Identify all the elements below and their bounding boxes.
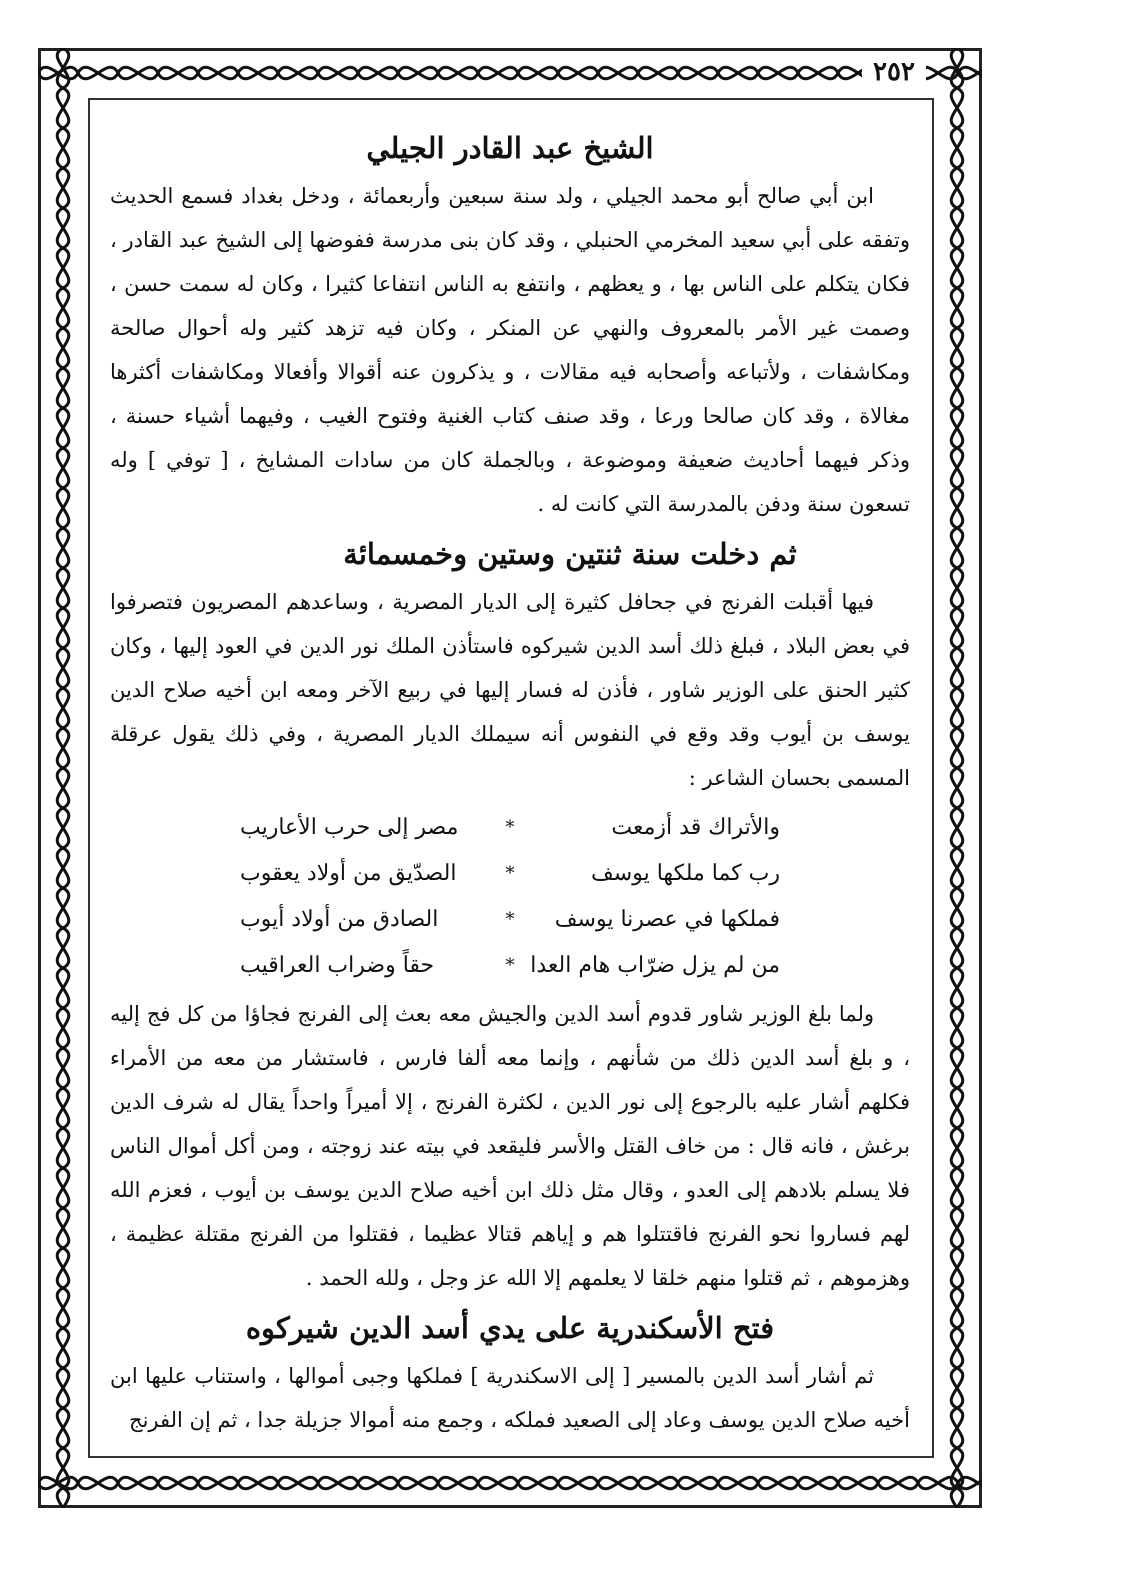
verse-separator: *: [505, 816, 515, 838]
ornamental-border-bottom: [38, 1458, 982, 1508]
verse-second-hemistich: الصدّيق من أولاد يعقوب: [240, 860, 457, 886]
section-title-jili: الشيخ عبد القادر الجيلي: [366, 131, 654, 165]
ornamental-border-left: [38, 48, 88, 1508]
verse-first-hemistich: والأتراك قد أزمعت: [611, 814, 780, 840]
section-title-alexandria: فتح الأسكندرية على يدي أسد الدين شيركوه: [245, 1311, 775, 1345]
poem-verse: [110, 804, 910, 850]
paragraph-battle: ولما بلغ الوزير شاور قدوم أسد الدين والجيش معه بعث إلى الفرنج فجاؤا من كل فج إليه ، و بلغ أسد الدين ذلك من شأنهم ، وإنما معه ألفا فارس ، فاستشار من معه من الأمراء فكلهم أشار عليه بالرجوع إلى نور الدين ، لكثرة الفرنج ، إلا أميراً واحداً يقال له شرف الدين برغش ، فانه قال : من خاف القتل والأسر فليقعد في بيته عند زوجته ، ومن أكل أموال الناس فلا يسلم بلادهم إلى العدو ، وقال مثل ذلك ابن أخيه صلاح الدين يوسف بن أيوب ، فعزم الله لهم فساروا نحو الفرنج فاقتتلوا هم و إياهم قتالا عظيما ، فقتلوا من الفرنج مقتلة عظيمة ، وهزموهم ، ثم قتلوا منهم خلقا لا يعلمهم إلا الله عز وجل ، ولله الحمد .: [110, 1002, 910, 1290]
page-number: ٢٥٢: [862, 54, 926, 90]
section-title-year: ثم دخلت سنة ثنتين وستين وخمسمائة: [343, 537, 797, 571]
verse-separator: *: [505, 908, 515, 930]
paragraph-alexandria: ثم أشار أسد الدين بالمسير [ إلى الاسكندرية ] فملكها وجبى أموالها ، واستناب عليها ابن أخيه صلاح الدين يوسف وعاد إلى الصعيد فملكه ، وجمع منه أموالا جزيلة جدا ، ثم إن الفرنج: [110, 1364, 910, 1432]
paragraph-biography: ابن أبي صالح أبو محمد الجيلي ، ولد سنة سبعين وأربعمائة ، ودخل بغداد فسمع الحديث وتفقه على أبي سعيد المخرمي الحنبلي ، وقد كان بنى مدرسة ففوضها إلى الشيخ عبد القادر ، فكان يتكلم على الناس بها ، و يعظهم ، وانتفع به الناس انتفاعا كثيرا ، وكان له سمت حسن ، وصمت غير الأمر بالمعروف والنهي عن المنكر ، وكان فيه تزهد كثير وله أحوال صالحة ومكاشفات ، ولأتباعه وأصحابه فيه مقالات ، و يذكرون عنه أقوالا وأفعالا ومكاشفات أكثرها مغالاة ، وقد كان صالحا ورعا ، وقد صنف كتاب الغنية وفتوح الغيب ، وفيهما أشياء حسنة ، وذكر فيهما أحاديث ضعيفة وموضوعة ، وبالجملة كان من سادات المشايخ ، [ توفي ] وله تسعون سنة ودفن بالمدرسة التي كانت له .: [110, 184, 910, 516]
poem-verse: [110, 942, 910, 988]
page-body: [110, 120, 910, 1440]
poem-verse: [110, 896, 910, 942]
ornamental-border-right: [932, 48, 982, 1508]
verse-second-hemistich: حقاً وضراب العراقيب: [240, 952, 435, 978]
verse-first-hemistich: من لم يزل ضرّاب هام العدا: [530, 952, 780, 978]
poem-verse: [110, 850, 910, 896]
verse-first-hemistich: فملكها في عصرنا يوسف: [554, 906, 780, 932]
verse-second-hemistich: مصر إلى حرب الأعاريب: [240, 814, 459, 840]
verse-separator: *: [505, 862, 515, 884]
verse-first-hemistich: رب كما ملكها يوسف: [591, 860, 780, 886]
paragraph-franks-egypt: فيها أقبلت الفرنج في جحافل كثيرة إلى الديار المصرية ، وساعدهم المصريون فتصرفوا في بعض البلاد ، فبلغ ذلك أسد الدين شيركوه فاستأذن الملك نور الدين في العود إليها ، وكان كثير الحنق على الوزير شاور ، فأذن له فسار إليها في ربيع الآخر ومعه ابن أخيه صلاح الدين يوسف بن أيوب وقد وقع في النفوس أنه سيملك الديار المصرية ، وفي ذلك يقول عرقلة المسمى بحسان الشاعر :: [110, 590, 910, 790]
verse-second-hemistich: الصادق من أولاد أيوب: [240, 906, 439, 932]
poem: [110, 804, 910, 988]
verse-separator: *: [505, 954, 515, 976]
ornamental-border-top: [38, 48, 982, 98]
